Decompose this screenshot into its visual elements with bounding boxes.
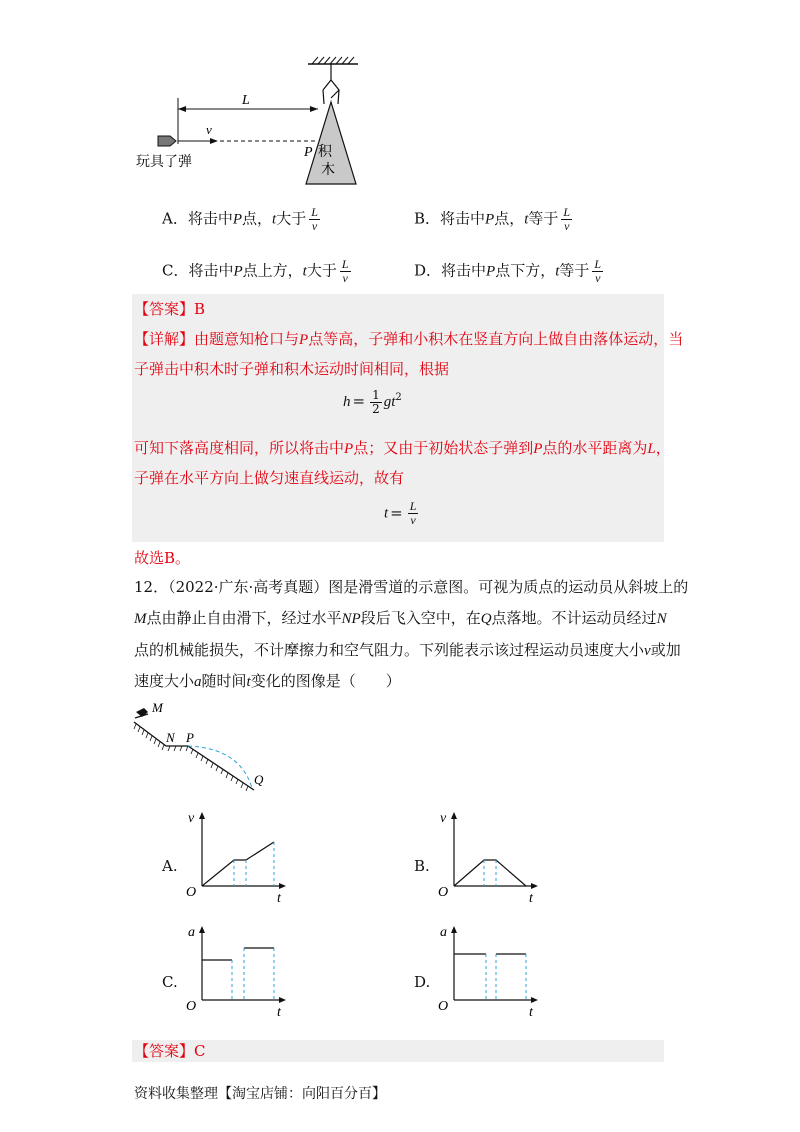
graph-d-label: D.	[414, 973, 431, 991]
q12-line-3: 点的机械能损失，不计摩擦力和空气阻力。下列能表示该过程运动员速度大小v或加	[134, 641, 681, 659]
q12-line-4: 速度大小a随时间t变化的图像是（ ）	[134, 672, 401, 690]
graph-a-origin: O	[186, 885, 197, 900]
label-Q: Q	[254, 772, 264, 787]
label-P: P	[304, 145, 313, 160]
formula-time: t = $\frac{L}{v}$	[384, 499, 417, 527]
fraction-L-over-v: $\frac{L}{v}$	[563, 205, 571, 233]
graph-d-origin: O	[438, 999, 449, 1014]
graph-c-xlabel: t	[277, 1005, 281, 1020]
ski-slope-figure	[130, 700, 280, 800]
label-N: N	[166, 730, 175, 745]
graph-a-label: A.	[162, 857, 178, 875]
formula-free-fall: h = $\frac{1}{2}$ $gt^2$	[343, 387, 402, 416]
option-a: A．将击中P点，t大于 $\frac{L}{v}$	[162, 205, 318, 233]
graph-d-xlabel: t	[529, 1005, 533, 1020]
option-d: D．将击中P点下方，t等于 $\frac{L}{v}$	[414, 257, 602, 285]
label-v: v	[206, 122, 212, 137]
graph-b-xlabel: t	[529, 891, 533, 906]
graph-b-curve	[454, 860, 526, 886]
fraction-L-over-v: $\frac{L}{v}$	[311, 205, 318, 233]
graph-c-ylabel: a	[188, 925, 195, 940]
gun-label: 玩具了弹	[136, 154, 192, 170]
graph-d-ylabel: a	[440, 925, 447, 940]
graph-c-label: C.	[162, 973, 178, 991]
option-c: C．将击中P点上方，t大于 $\frac{L}{v}$	[162, 257, 349, 285]
q12-line-2: M点由静止自由滑下，经过水平NP段后飞入空中，在Q点落地。不计运动员经过N	[134, 609, 667, 627]
option-b: B．将击中P点，t等于 $\frac{L}{v}$	[414, 205, 571, 233]
graph-d[interactable]	[432, 922, 542, 1022]
label-P-slope: P	[186, 730, 194, 745]
skier-icon	[135, 708, 148, 718]
graph-c[interactable]	[180, 922, 290, 1022]
conclusion-q11: 故选B。	[134, 549, 191, 567]
detail-line-4: 子弹在水平方向上做匀速直线运动，故有	[134, 469, 405, 487]
detail-line-3: 可知下落高度相同，所以将击中P点；又由于初始状态子弹到P点的水平距离为L，	[134, 439, 671, 457]
footer-text: 资料收集整理【淘宝店铺：向阳百分百】	[134, 1086, 386, 1102]
graph-a[interactable]	[180, 808, 290, 908]
label-M: M	[152, 700, 163, 715]
detail-line-2: 子弹击中积木时子弹和积木运动时间相同，根据	[134, 360, 450, 378]
graph-b[interactable]	[432, 808, 542, 908]
graph-a-xlabel: t	[277, 891, 281, 906]
bullet-block-figure	[130, 52, 370, 192]
fraction-L-over-v: $\frac{L}{v}$	[594, 257, 602, 285]
graph-b-ylabel: v	[440, 811, 447, 826]
block-label-2: 木	[321, 163, 335, 178]
graph-c-origin: O	[186, 999, 197, 1014]
graph-b-label: B.	[414, 857, 430, 875]
fraction-L-over-v: $\frac{L}{v}$	[341, 257, 349, 285]
answer-label-q11: 【答案】B	[134, 300, 206, 318]
detail-line-1: 【详解】由题意知枪口与P点等高，子弹和小积木在竖直方向上做自由落体运动，当	[134, 330, 684, 348]
answer-box-q12	[132, 1040, 664, 1062]
block-label-1: 积	[318, 145, 332, 160]
label-L: L	[242, 93, 250, 108]
graph-a-ylabel: v	[188, 811, 195, 826]
graph-b-origin: O	[438, 885, 449, 900]
q12-line-1: 12．（2022·广东·高考真题）图是滑雪道的示意图。可视为质点的运动员从斜坡上的	[134, 578, 689, 596]
graph-a-curve	[202, 842, 274, 886]
answer-label-q12: 【答案】C	[134, 1042, 206, 1060]
